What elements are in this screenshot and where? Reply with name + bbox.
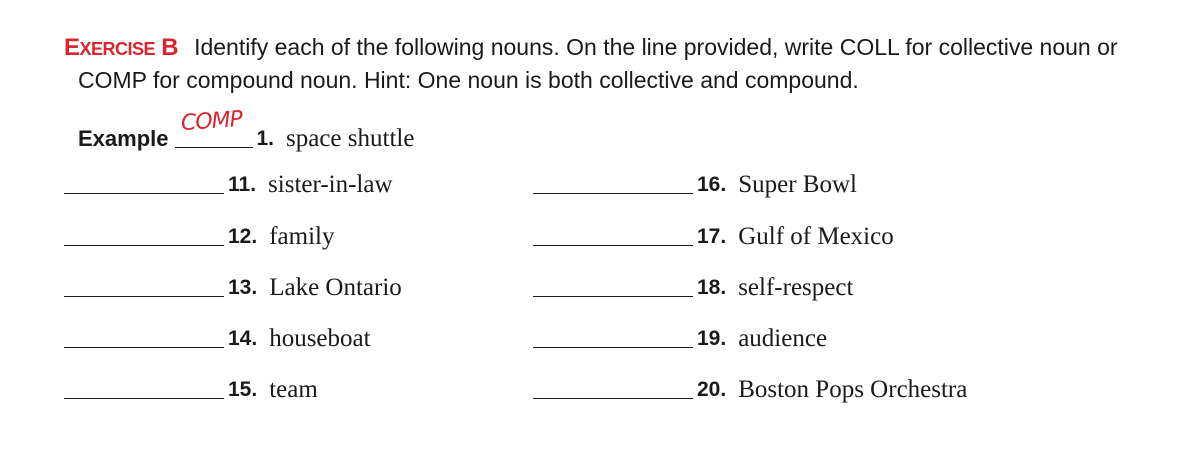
item-number: 11. [228,173,257,196]
answer-line[interactable] [64,193,224,194]
item-number: 16. [697,173,727,196]
example-handwritten-answer: COMP [179,106,243,137]
exercise-label-letter: B [161,34,179,61]
answer-line[interactable] [64,398,224,399]
list-item [533,170,857,200]
exercise-label-initial: E [64,34,80,61]
item-number: 19. [697,327,727,350]
answer-line[interactable] [533,347,693,348]
answer-line[interactable] [64,296,224,297]
item-number: 14. [228,327,258,350]
item-number: 20. [697,378,727,401]
list-item [533,273,853,303]
item-number: 17. [697,225,727,248]
item-number: 13. [228,276,258,299]
answer-line[interactable] [64,245,224,246]
item-noun: Super Bowl [738,171,857,198]
answer-line[interactable] [533,296,693,297]
item-noun: sister-in-law [268,171,393,198]
answer-line[interactable] [533,193,693,194]
list-item [533,375,967,405]
example-row [78,106,415,152]
item-noun: houseboat [269,325,371,352]
list-item [64,222,334,252]
item-number: 12. [228,225,258,248]
item-number: 15. [228,378,258,401]
list-item [64,170,393,200]
instructions-line-2: COMP for compound noun. Hint: One noun is both collective and compound. [78,67,859,93]
list-item [533,222,894,252]
answer-line[interactable] [533,398,693,399]
list-item [533,324,827,354]
item-number: 18. [697,276,727,299]
answer-line[interactable] [533,245,693,246]
item-noun: Lake Ontario [269,274,402,301]
example-label: Example [78,126,169,151]
item-noun: family [269,223,335,250]
list-item [64,273,402,303]
instructions-line-1 [64,32,1174,65]
list-item [64,375,318,405]
example-noun: space shuttle [286,125,415,152]
example-number: 1. [256,127,275,150]
item-noun: audience [738,325,828,352]
instructions-text-1: Identify each of the following nouns. On the line provided, write COLL for collective noun or [194,34,1118,60]
example-answer-line [175,106,253,148]
item-noun: Boston Pops Orchestra [738,376,968,403]
item-noun: self-respect [738,274,854,301]
answer-line[interactable] [64,347,224,348]
item-noun: Gulf of Mexico [738,223,894,250]
exercise-instructions [64,32,1174,96]
list-item [64,324,371,354]
exercise-label [64,34,178,61]
exercise-label-smallcaps: XERCISE [79,39,156,59]
item-noun: team [269,376,318,403]
